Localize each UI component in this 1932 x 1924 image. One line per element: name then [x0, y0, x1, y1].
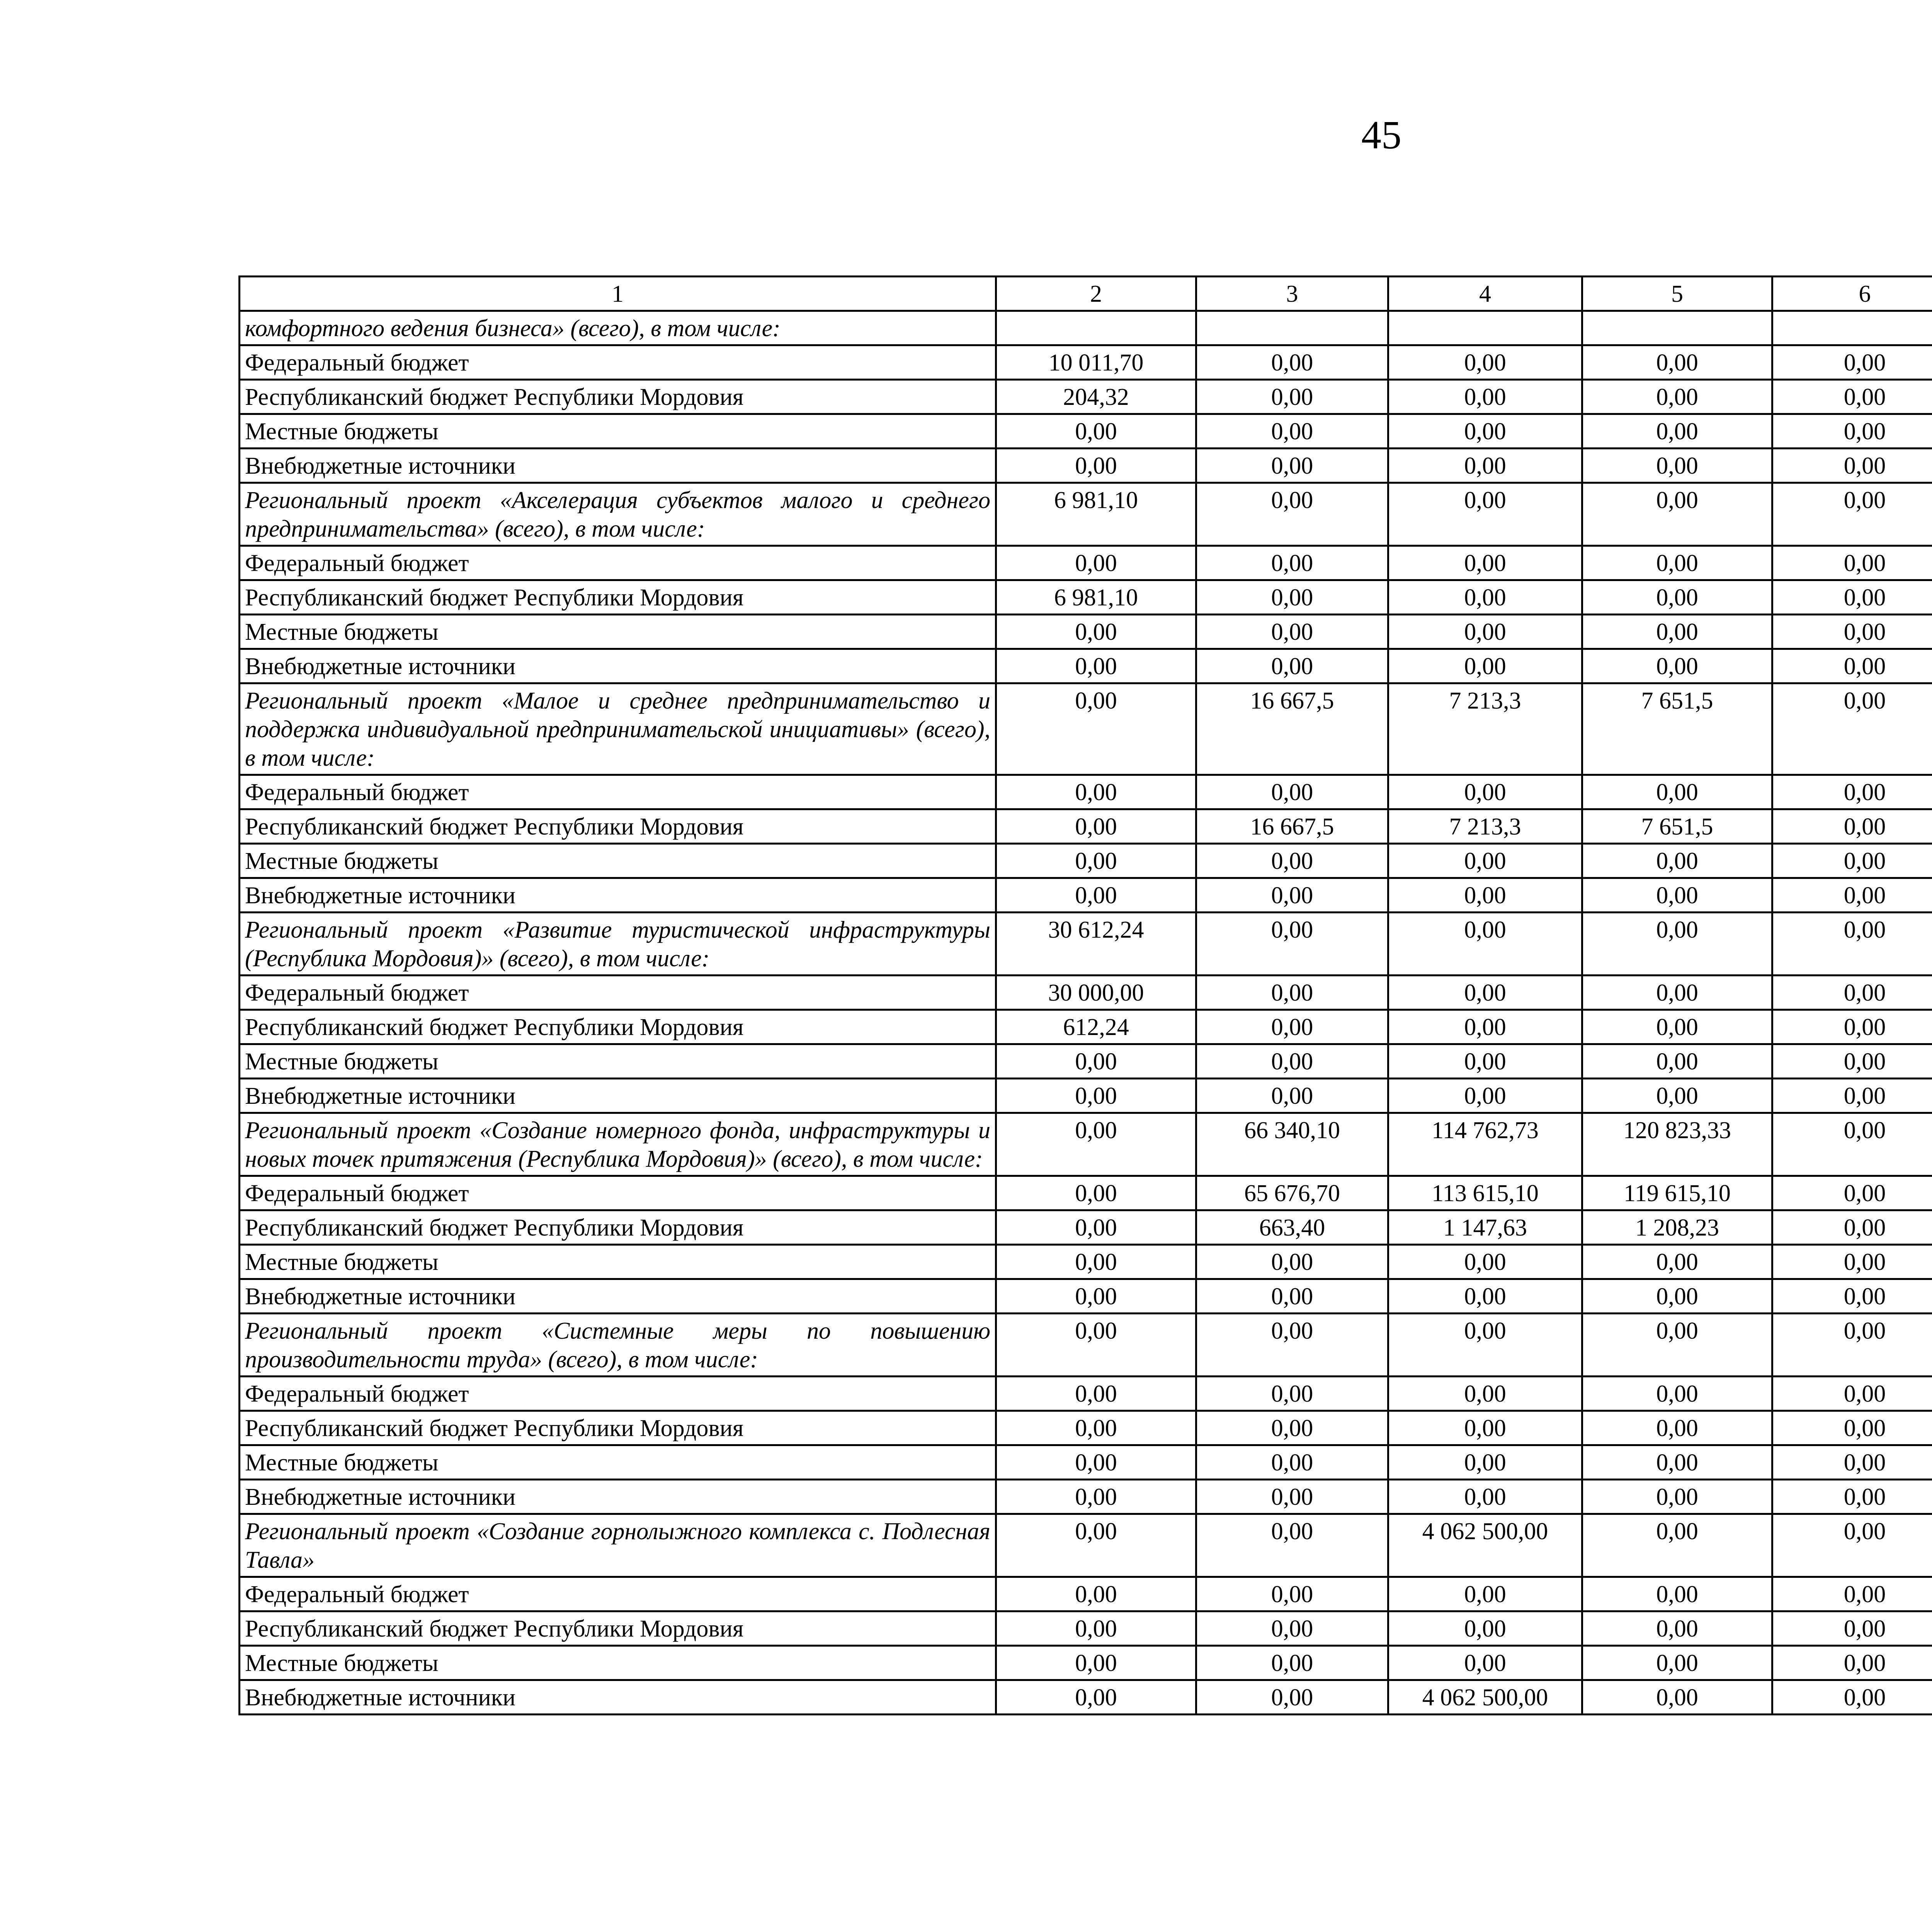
- value-cell-col-4: 0,00: [1388, 380, 1582, 414]
- value-cell-col-2: 0,00: [996, 775, 1196, 809]
- value-cell-col-3: 0,00: [1196, 1514, 1388, 1577]
- project-name-cell: Региональный проект «Развитие туристической инфраструктуры (Республика Мордовия)» (всего), в том числе:: [240, 913, 996, 976]
- value-cell-col-4: 0,00: [1388, 1611, 1582, 1646]
- source-row: [240, 414, 1932, 449]
- source-row: [240, 878, 1932, 913]
- value-cell-col-4: 0,00: [1388, 615, 1582, 649]
- value-cell-col-2: 10 011,70: [996, 345, 1196, 380]
- value-cell-col-2: 0,00: [996, 878, 1196, 913]
- value-cell-col-6: 0,00: [1772, 809, 1932, 844]
- value-cell-col-4: 113 615,10: [1388, 1176, 1582, 1210]
- value-cell-col-2: 0,00: [996, 683, 1196, 775]
- source-row: [240, 649, 1932, 683]
- value-cell-col-6: 0,00: [1772, 1210, 1932, 1245]
- source-row: [240, 1176, 1932, 1210]
- value-cell-col-6: 0,00: [1772, 878, 1932, 913]
- source-row: [240, 449, 1932, 483]
- value-cell-col-4: [1388, 311, 1582, 345]
- value-cell-col-3: 0,00: [1196, 1480, 1388, 1514]
- value-cell-col-4: 0,00: [1388, 1377, 1582, 1411]
- value-cell-col-5: 7 651,5: [1582, 683, 1772, 775]
- value-cell-col-3: 0,00: [1196, 1377, 1388, 1411]
- value-cell-col-5: 0,00: [1582, 913, 1772, 976]
- source-name-cell: Федеральный бюджет: [240, 345, 996, 380]
- value-cell-col-6: 0,00: [1772, 1445, 1932, 1480]
- value-cell-col-4: 1 147,63: [1388, 1210, 1582, 1245]
- source-name-cell: Внебюджетные источники: [240, 449, 996, 483]
- source-row: [240, 1010, 1932, 1044]
- project-name-cell: комфортного ведения бизнеса» (всего), в том числе:: [240, 311, 996, 345]
- value-cell-col-6: 0,00: [1772, 1514, 1932, 1577]
- value-cell-col-5: 0,00: [1582, 1514, 1772, 1577]
- source-row: [240, 1611, 1932, 1646]
- value-cell-col-5: 0,00: [1582, 1377, 1772, 1411]
- value-cell-col-4: 0,00: [1388, 580, 1582, 615]
- header-cell: 5: [1582, 277, 1772, 311]
- value-cell-col-4: 0,00: [1388, 546, 1582, 580]
- value-cell-col-5: 0,00: [1582, 1010, 1772, 1044]
- value-cell-col-2: 30 000,00: [996, 976, 1196, 1010]
- header-cell: 2: [996, 277, 1196, 311]
- source-row: [240, 1377, 1932, 1411]
- value-cell-col-2: 0,00: [996, 1245, 1196, 1279]
- source-row: [240, 615, 1932, 649]
- budget-table: [238, 275, 1932, 1715]
- value-cell-col-6: 0,00: [1772, 1646, 1932, 1680]
- value-cell-col-5: 7 651,5: [1582, 809, 1772, 844]
- value-cell-col-6: 0,00: [1772, 775, 1932, 809]
- value-cell-col-5: 0,00: [1582, 844, 1772, 878]
- source-row: [240, 345, 1932, 380]
- value-cell-col-4: 0,00: [1388, 976, 1582, 1010]
- value-cell-col-2: 0,00: [996, 1680, 1196, 1715]
- source-name-cell: Республиканский бюджет Республики Мордовия: [240, 1611, 996, 1646]
- source-name-cell: Федеральный бюджет: [240, 1577, 996, 1611]
- project-row: [240, 311, 1932, 345]
- value-cell-col-6: 0,00: [1772, 1044, 1932, 1079]
- value-cell-col-6: 0,00: [1772, 844, 1932, 878]
- value-cell-col-5: 0,00: [1582, 615, 1772, 649]
- source-row: [240, 1279, 1932, 1314]
- value-cell-col-4: 0,00: [1388, 775, 1582, 809]
- value-cell-col-4: 0,00: [1388, 449, 1582, 483]
- page-number: 45: [1361, 113, 1401, 157]
- source-row: [240, 580, 1932, 615]
- value-cell-col-5: 0,00: [1582, 414, 1772, 449]
- header-row: [240, 277, 1932, 311]
- value-cell-col-2: 0,00: [996, 1079, 1196, 1113]
- value-cell-col-3: 65 676,70: [1196, 1176, 1388, 1210]
- source-name-cell: Федеральный бюджет: [240, 1377, 996, 1411]
- value-cell-col-6: 0,00: [1772, 976, 1932, 1010]
- value-cell-col-4: 0,00: [1388, 414, 1582, 449]
- value-cell-col-2: 0,00: [996, 1514, 1196, 1577]
- value-cell-col-3: 0,00: [1196, 649, 1388, 683]
- value-cell-col-4: 7 213,3: [1388, 809, 1582, 844]
- source-name-cell: Федеральный бюджет: [240, 546, 996, 580]
- value-cell-col-5: 0,00: [1582, 449, 1772, 483]
- value-cell-col-6: 0,00: [1772, 1314, 1932, 1377]
- source-name-cell: Внебюджетные источники: [240, 878, 996, 913]
- value-cell-col-6: 0,00: [1772, 1010, 1932, 1044]
- value-cell-col-3: 0,00: [1196, 380, 1388, 414]
- value-cell-col-5: 0,00: [1582, 546, 1772, 580]
- source-name-cell: Местные бюджеты: [240, 844, 996, 878]
- value-cell-col-6: 0,00: [1772, 913, 1932, 976]
- value-cell-col-6: 0,00: [1772, 1611, 1932, 1646]
- value-cell-col-4: 0,00: [1388, 844, 1582, 878]
- value-cell-col-3: 663,40: [1196, 1210, 1388, 1245]
- value-cell-col-2: 0,00: [996, 449, 1196, 483]
- header-cell: 4: [1388, 277, 1582, 311]
- source-name-cell: Республиканский бюджет Республики Мордовия: [240, 1411, 996, 1445]
- value-cell-col-6: 0,00: [1772, 649, 1932, 683]
- value-cell-col-3: 0,00: [1196, 1279, 1388, 1314]
- source-name-cell: Республиканский бюджет Республики Мордовия: [240, 1210, 996, 1245]
- value-cell-col-2: 0,00: [996, 1279, 1196, 1314]
- source-name-cell: Внебюджетные источники: [240, 1480, 996, 1514]
- source-name-cell: Внебюджетные источники: [240, 1079, 996, 1113]
- value-cell-col-4: 0,00: [1388, 1279, 1582, 1314]
- source-row: [240, 1079, 1932, 1113]
- value-cell-col-3: 0,00: [1196, 1079, 1388, 1113]
- value-cell-col-2: 0,00: [996, 1646, 1196, 1680]
- value-cell-col-4: 0,00: [1388, 878, 1582, 913]
- source-name-cell: Внебюджетные источники: [240, 1680, 996, 1715]
- value-cell-col-2: 30 612,24: [996, 913, 1196, 976]
- value-cell-col-4: 0,00: [1388, 345, 1582, 380]
- value-cell-col-6: 0,00: [1772, 1079, 1932, 1113]
- source-row: [240, 844, 1932, 878]
- value-cell-col-4: 0,00: [1388, 1445, 1582, 1480]
- value-cell-col-4: 4 062 500,00: [1388, 1514, 1582, 1577]
- source-row: [240, 380, 1932, 414]
- value-cell-col-6: 0,00: [1772, 1411, 1932, 1445]
- value-cell-col-5: 0,00: [1582, 1411, 1772, 1445]
- value-cell-col-6: 0,00: [1772, 380, 1932, 414]
- value-cell-col-3: 0,00: [1196, 1577, 1388, 1611]
- value-cell-col-6: 0,00: [1772, 414, 1932, 449]
- value-cell-col-5: 120 823,33: [1582, 1113, 1772, 1176]
- value-cell-col-2: 0,00: [996, 414, 1196, 449]
- value-cell-col-4: 0,00: [1388, 913, 1582, 976]
- value-cell-col-3: 0,00: [1196, 1445, 1388, 1480]
- value-cell-col-3: 66 340,10: [1196, 1113, 1388, 1176]
- value-cell-col-3: 0,00: [1196, 449, 1388, 483]
- value-cell-col-3: 0,00: [1196, 1646, 1388, 1680]
- source-row: [240, 1680, 1932, 1715]
- value-cell-col-6: 0,00: [1772, 580, 1932, 615]
- source-row: [240, 1210, 1932, 1245]
- value-cell-col-4: 4 062 500,00: [1388, 1680, 1582, 1715]
- source-row: [240, 1245, 1932, 1279]
- value-cell-col-5: 0,00: [1582, 580, 1772, 615]
- value-cell-col-4: 0,00: [1388, 1577, 1582, 1611]
- value-cell-col-4: 0,00: [1388, 649, 1582, 683]
- value-cell-col-4: 0,00: [1388, 1314, 1582, 1377]
- source-name-cell: Внебюджетные источники: [240, 649, 996, 683]
- value-cell-col-2: 0,00: [996, 1480, 1196, 1514]
- value-cell-col-3: [1196, 311, 1388, 345]
- value-cell-col-4: 0,00: [1388, 483, 1582, 546]
- value-cell-col-6: [1772, 311, 1932, 345]
- project-row: [240, 1314, 1932, 1377]
- value-cell-col-6: 0,00: [1772, 1176, 1932, 1210]
- source-name-cell: Республиканский бюджет Республики Мордовия: [240, 809, 996, 844]
- project-name-cell: Региональный проект «Создание горнолыжного комплекса с. Подлесная Тавла»: [240, 1514, 996, 1577]
- value-cell-col-5: 1 208,23: [1582, 1210, 1772, 1245]
- value-cell-col-3: 0,00: [1196, 1611, 1388, 1646]
- source-row: [240, 1411, 1932, 1445]
- value-cell-col-6: 0,00: [1772, 1279, 1932, 1314]
- value-cell-col-5: 0,00: [1582, 483, 1772, 546]
- value-cell-col-5: 0,00: [1582, 1445, 1772, 1480]
- value-cell-col-3: 16 667,5: [1196, 683, 1388, 775]
- source-row: [240, 809, 1932, 844]
- table-body: [240, 277, 1932, 1715]
- value-cell-col-6: 0,00: [1772, 546, 1932, 580]
- value-cell-col-6: 0,00: [1772, 1113, 1932, 1176]
- value-cell-col-4: 0,00: [1388, 1646, 1582, 1680]
- value-cell-col-3: 0,00: [1196, 878, 1388, 913]
- source-name-cell: Федеральный бюджет: [240, 976, 996, 1010]
- header-cell: 1: [240, 277, 996, 311]
- value-cell-col-3: 16 667,5: [1196, 809, 1388, 844]
- source-name-cell: Местные бюджеты: [240, 1646, 996, 1680]
- value-cell-col-4: 0,00: [1388, 1079, 1582, 1113]
- value-cell-col-4: 7 213,3: [1388, 683, 1582, 775]
- value-cell-col-2: 0,00: [996, 1176, 1196, 1210]
- value-cell-col-3: 0,00: [1196, 345, 1388, 380]
- value-cell-col-6: 0,00: [1772, 1245, 1932, 1279]
- project-row: [240, 913, 1932, 976]
- value-cell-col-5: 0,00: [1582, 1611, 1772, 1646]
- source-name-cell: Федеральный бюджет: [240, 775, 996, 809]
- value-cell-col-2: 0,00: [996, 1577, 1196, 1611]
- project-name-cell: Региональный проект «Создание номерного фонда, инфраструктуры и новых точек притяжения (Республика Мордовия)» (всего), в том числе:: [240, 1113, 996, 1176]
- value-cell-col-2: 0,00: [996, 1314, 1196, 1377]
- value-cell-col-6: 0,00: [1772, 483, 1932, 546]
- project-row: [240, 1113, 1932, 1176]
- value-cell-col-2: 6 981,10: [996, 580, 1196, 615]
- source-row: [240, 1577, 1932, 1611]
- value-cell-col-2: 0,00: [996, 1411, 1196, 1445]
- source-row: [240, 976, 1932, 1010]
- value-cell-col-6: 0,00: [1772, 615, 1932, 649]
- value-cell-col-2: 0,00: [996, 615, 1196, 649]
- value-cell-col-5: 0,00: [1582, 1480, 1772, 1514]
- value-cell-col-5: 0,00: [1582, 1079, 1772, 1113]
- value-cell-col-4: 0,00: [1388, 1411, 1582, 1445]
- value-cell-col-6: 0,00: [1772, 449, 1932, 483]
- source-name-cell: Местные бюджеты: [240, 1044, 996, 1079]
- value-cell-col-5: 0,00: [1582, 878, 1772, 913]
- value-cell-col-5: 119 615,10: [1582, 1176, 1772, 1210]
- value-cell-col-3: 0,00: [1196, 1245, 1388, 1279]
- project-row: [240, 483, 1932, 546]
- header-cell: 6: [1772, 277, 1932, 311]
- value-cell-col-5: 0,00: [1582, 1245, 1772, 1279]
- value-cell-col-6: 0,00: [1772, 1377, 1932, 1411]
- value-cell-col-2: 612,24: [996, 1010, 1196, 1044]
- value-cell-col-4: 0,00: [1388, 1480, 1582, 1514]
- value-cell-col-2: 0,00: [996, 1377, 1196, 1411]
- value-cell-col-2: 0,00: [996, 649, 1196, 683]
- project-row: [240, 683, 1932, 775]
- value-cell-col-4: 0,00: [1388, 1245, 1582, 1279]
- value-cell-col-2: [996, 311, 1196, 345]
- value-cell-col-3: 0,00: [1196, 844, 1388, 878]
- value-cell-col-3: 0,00: [1196, 913, 1388, 976]
- value-cell-col-2: 0,00: [996, 1611, 1196, 1646]
- value-cell-col-3: 0,00: [1196, 775, 1388, 809]
- value-cell-col-4: 0,00: [1388, 1010, 1582, 1044]
- project-row: [240, 1514, 1932, 1577]
- source-row: [240, 1646, 1932, 1680]
- value-cell-col-5: 0,00: [1582, 649, 1772, 683]
- source-name-cell: Местные бюджеты: [240, 1245, 996, 1279]
- source-name-cell: Местные бюджеты: [240, 615, 996, 649]
- source-row: [240, 775, 1932, 809]
- value-cell-col-3: 0,00: [1196, 976, 1388, 1010]
- value-cell-col-5: 0,00: [1582, 976, 1772, 1010]
- value-cell-col-3: 0,00: [1196, 1044, 1388, 1079]
- value-cell-col-5: 0,00: [1582, 775, 1772, 809]
- value-cell-col-5: [1582, 311, 1772, 345]
- value-cell-col-2: 0,00: [996, 809, 1196, 844]
- source-row: [240, 1480, 1932, 1514]
- value-cell-col-5: 0,00: [1582, 1279, 1772, 1314]
- value-cell-col-5: 0,00: [1582, 1044, 1772, 1079]
- source-name-cell: Республиканский бюджет Республики Мордовия: [240, 380, 996, 414]
- value-cell-col-5: 0,00: [1582, 1577, 1772, 1611]
- value-cell-col-3: 0,00: [1196, 615, 1388, 649]
- header-cell: 3: [1196, 277, 1388, 311]
- value-cell-col-2: 204,32: [996, 380, 1196, 414]
- value-cell-col-6: 0,00: [1772, 683, 1932, 775]
- value-cell-col-2: 0,00: [996, 546, 1196, 580]
- value-cell-col-3: 0,00: [1196, 1314, 1388, 1377]
- source-name-cell: Местные бюджеты: [240, 414, 996, 449]
- value-cell-col-4: 0,00: [1388, 1044, 1582, 1079]
- value-cell-col-2: 0,00: [996, 1445, 1196, 1480]
- project-name-cell: Региональный проект «Системные меры по повышению производительности труда» (всего), в том числе:: [240, 1314, 996, 1377]
- value-cell-col-5: 0,00: [1582, 1646, 1772, 1680]
- source-name-cell: Республиканский бюджет Республики Мордовия: [240, 580, 996, 615]
- value-cell-col-4: 114 762,73: [1388, 1113, 1582, 1176]
- source-name-cell: Местные бюджеты: [240, 1445, 996, 1480]
- source-name-cell: Республиканский бюджет Республики Мордовия: [240, 1010, 996, 1044]
- value-cell-col-6: 0,00: [1772, 345, 1932, 380]
- value-cell-col-6: 0,00: [1772, 1680, 1932, 1715]
- value-cell-col-3: 0,00: [1196, 1411, 1388, 1445]
- value-cell-col-6: 0,00: [1772, 1577, 1932, 1611]
- source-row: [240, 546, 1932, 580]
- value-cell-col-2: 6 981,10: [996, 483, 1196, 546]
- value-cell-col-5: 0,00: [1582, 1680, 1772, 1715]
- value-cell-col-6: 0,00: [1772, 1480, 1932, 1514]
- value-cell-col-2: 0,00: [996, 1210, 1196, 1245]
- value-cell-col-3: 0,00: [1196, 546, 1388, 580]
- value-cell-col-5: 0,00: [1582, 1314, 1772, 1377]
- source-name-cell: Внебюджетные источники: [240, 1279, 996, 1314]
- project-name-cell: Региональный проект «Малое и среднее предпринимательство и поддержка индивидуальной предпринимательской инициативы» (всего), в том числе:: [240, 683, 996, 775]
- value-cell-col-3: 0,00: [1196, 483, 1388, 546]
- source-name-cell: Федеральный бюджет: [240, 1176, 996, 1210]
- source-row: [240, 1044, 1932, 1079]
- value-cell-col-5: 0,00: [1582, 345, 1772, 380]
- value-cell-col-3: 0,00: [1196, 414, 1388, 449]
- value-cell-col-2: 0,00: [996, 844, 1196, 878]
- value-cell-col-3: 0,00: [1196, 1680, 1388, 1715]
- value-cell-col-3: 0,00: [1196, 1010, 1388, 1044]
- value-cell-col-5: 0,00: [1582, 380, 1772, 414]
- source-row: [240, 1445, 1932, 1480]
- value-cell-col-3: 0,00: [1196, 580, 1388, 615]
- value-cell-col-2: 0,00: [996, 1044, 1196, 1079]
- project-name-cell: Региональный проект «Акселерация субъектов малого и среднего предпринимательства» (всего), в том числе:: [240, 483, 996, 546]
- value-cell-col-2: 0,00: [996, 1113, 1196, 1176]
